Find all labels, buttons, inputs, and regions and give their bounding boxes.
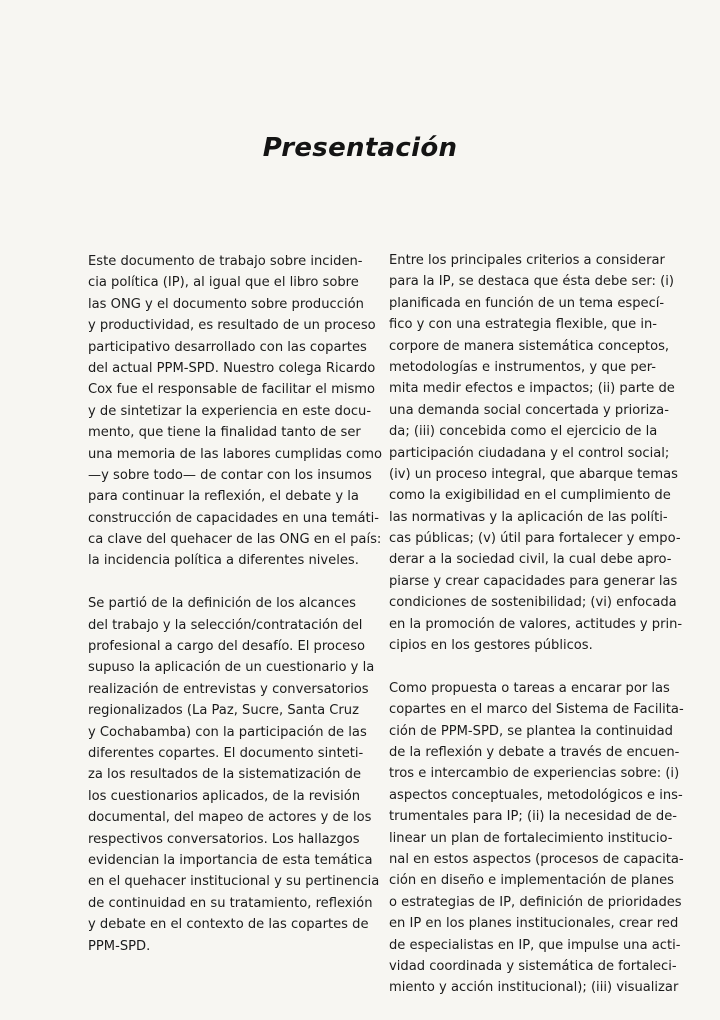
text-line: metodologías e instrumentos, y que per- [389,359,656,375]
text-line: y productividad, es resultado de un proceso [88,318,376,334]
text-line: una demanda social concertada y prioriza- [389,402,669,418]
text-line: cipios en los gestores públicos. [389,638,593,654]
paragraph [389,678,684,999]
text-line: PPM-SPD. [88,938,151,954]
text-line: linear un plan de fortalecimiento institucio- [389,830,673,846]
text-line: en IP en los planes institucionales, crear red [389,916,679,932]
text-line: da; (iii) concebida como el ejercicio de la [389,424,658,440]
text-line: Cox fue el responsable de facilitar el mismo [88,382,376,398]
text-line: mento, que tiene la finalidad tanto de ser [88,425,361,441]
text-line: regionalizados (La Paz, Sucre, Santa Cruz [88,703,359,719]
text-line: corpore de manera sistemática conceptos, [389,338,670,354]
text-line: (iv) un proceso integral, que abarque temas [389,466,678,482]
text-line: —y sobre todo— de contar con los insumos [88,467,372,483]
paragraph [88,593,380,957]
page-title: Presentación [262,133,458,164]
text-line: realización de entrevistas y conversatorios [88,681,369,697]
text-line: ción en diseño e implementación de planes [389,873,674,889]
text-line: para la IP, se destaca que ésta debe ser: (i) [389,274,674,290]
text-line: tros e intercambio de experiencias sobre: (i) [389,766,680,782]
text-line: diferentes copartes. El documento sinteti- [88,745,364,761]
text-line: cas públicas; (v) útil para fortalecer y empo- [389,531,681,547]
text-line: condiciones de sostenibilidad; (vi) enfocada [389,595,677,611]
text-line: trumentales para IP; (ii) la necesidad de de- [389,809,677,825]
text-line: ca clave del quehacer de las ONG en el país: [88,532,382,548]
text-line: documental, del mapeo de actores y de los [88,810,372,826]
text-line: del trabajo y la selección/contratación del [88,617,363,633]
text-line: vidad coordinada y sistemática de fortaleci- [389,958,677,974]
left-column [88,251,382,978]
text-line: para continuar la reflexión, el debate y la [88,489,359,505]
text-line: piarse y crear capacidades para generar las [389,573,678,589]
paragraph [389,250,683,656]
text-line: ción de PPM-SPD, se plantea la continuidad [389,723,673,739]
text-line: copartes en el marco del Sistema de Facilita- [389,702,684,718]
text-line: fico y con una estrategia flexible, que in- [389,317,658,333]
text-line: y debate en el contexto de las copartes de [88,917,369,933]
text-line: supuso la aplicación de un cuestionario y la [88,660,375,676]
text-line: y de sintetizar la experiencia en este docu- [88,403,372,419]
text-line: y Cochabamba) con la participación de las [88,724,367,740]
text-line: miento y acción institucional); (iii) visualizar [389,980,679,996]
text-line: construcción de capacidades en una temáti- [88,510,380,526]
text-line: Se partió de la definición de los alcances [88,596,356,612]
text-line: planificada en función de un tema especí- [389,295,665,311]
text-line: Como propuesta o tareas a encarar por las [389,680,670,696]
text-line: o estrategias de IP, definición de prioridades [389,894,682,910]
text-line: participativo desarrollado con las copartes [88,339,367,355]
text-line: las ONG y el documento sobre producción [88,296,364,312]
right-column [389,250,684,1020]
text-line: los cuestionarios aplicados, de la revisión [88,788,361,804]
text-line: en la promoción de valores, actitudes y prin- [389,616,683,632]
text-line: derar a la sociedad civil, la cual debe apro- [389,552,672,568]
text-line: la incidencia política a diferentes niveles. [88,553,359,569]
text-line: participación ciudadana y el control social; [389,445,670,461]
text-line: como la exigibilidad en el cumplimiento de [389,488,671,504]
text-line: aspectos conceptuales, metodológicos e ins- [389,787,683,803]
text-line: en el quehacer institucional y su pertinencia [88,874,380,890]
text-line: respectivos conversatorios. Los hallazgos [88,831,360,847]
text-line: za los resultados de la sistematización de [88,767,362,783]
text-line: evidencian la importancia de esta temática [88,852,373,868]
text-line: cia política (IP), al igual que el libro sobre [88,275,359,291]
text-line: las normativas y la aplicación de las políti- [389,509,668,525]
text-line: profesional a cargo del desafío. El proceso [88,639,366,655]
text-line: mita medir efectos e impactos; (ii) parte de [389,381,675,397]
text-line: de la reflexión y debate a través de encuen- [389,744,680,760]
text-line: de continuidad en su tratamiento, reflexión [88,895,373,911]
text-line: nal en estos aspectos (procesos de capacita- [389,851,684,867]
text-line: Este documento de trabajo sobre inciden- [88,254,363,269]
text-line: una memoria de las labores cumplidas como [88,446,382,462]
text-line: Entre los principales criterios a considerar [389,253,665,268]
text-line: del actual PPM-SPD. Nuestro colega Ricardo [88,360,376,376]
text-line: de especialistas en IP, que impulse una acti- [389,937,681,953]
paragraph [88,251,382,572]
